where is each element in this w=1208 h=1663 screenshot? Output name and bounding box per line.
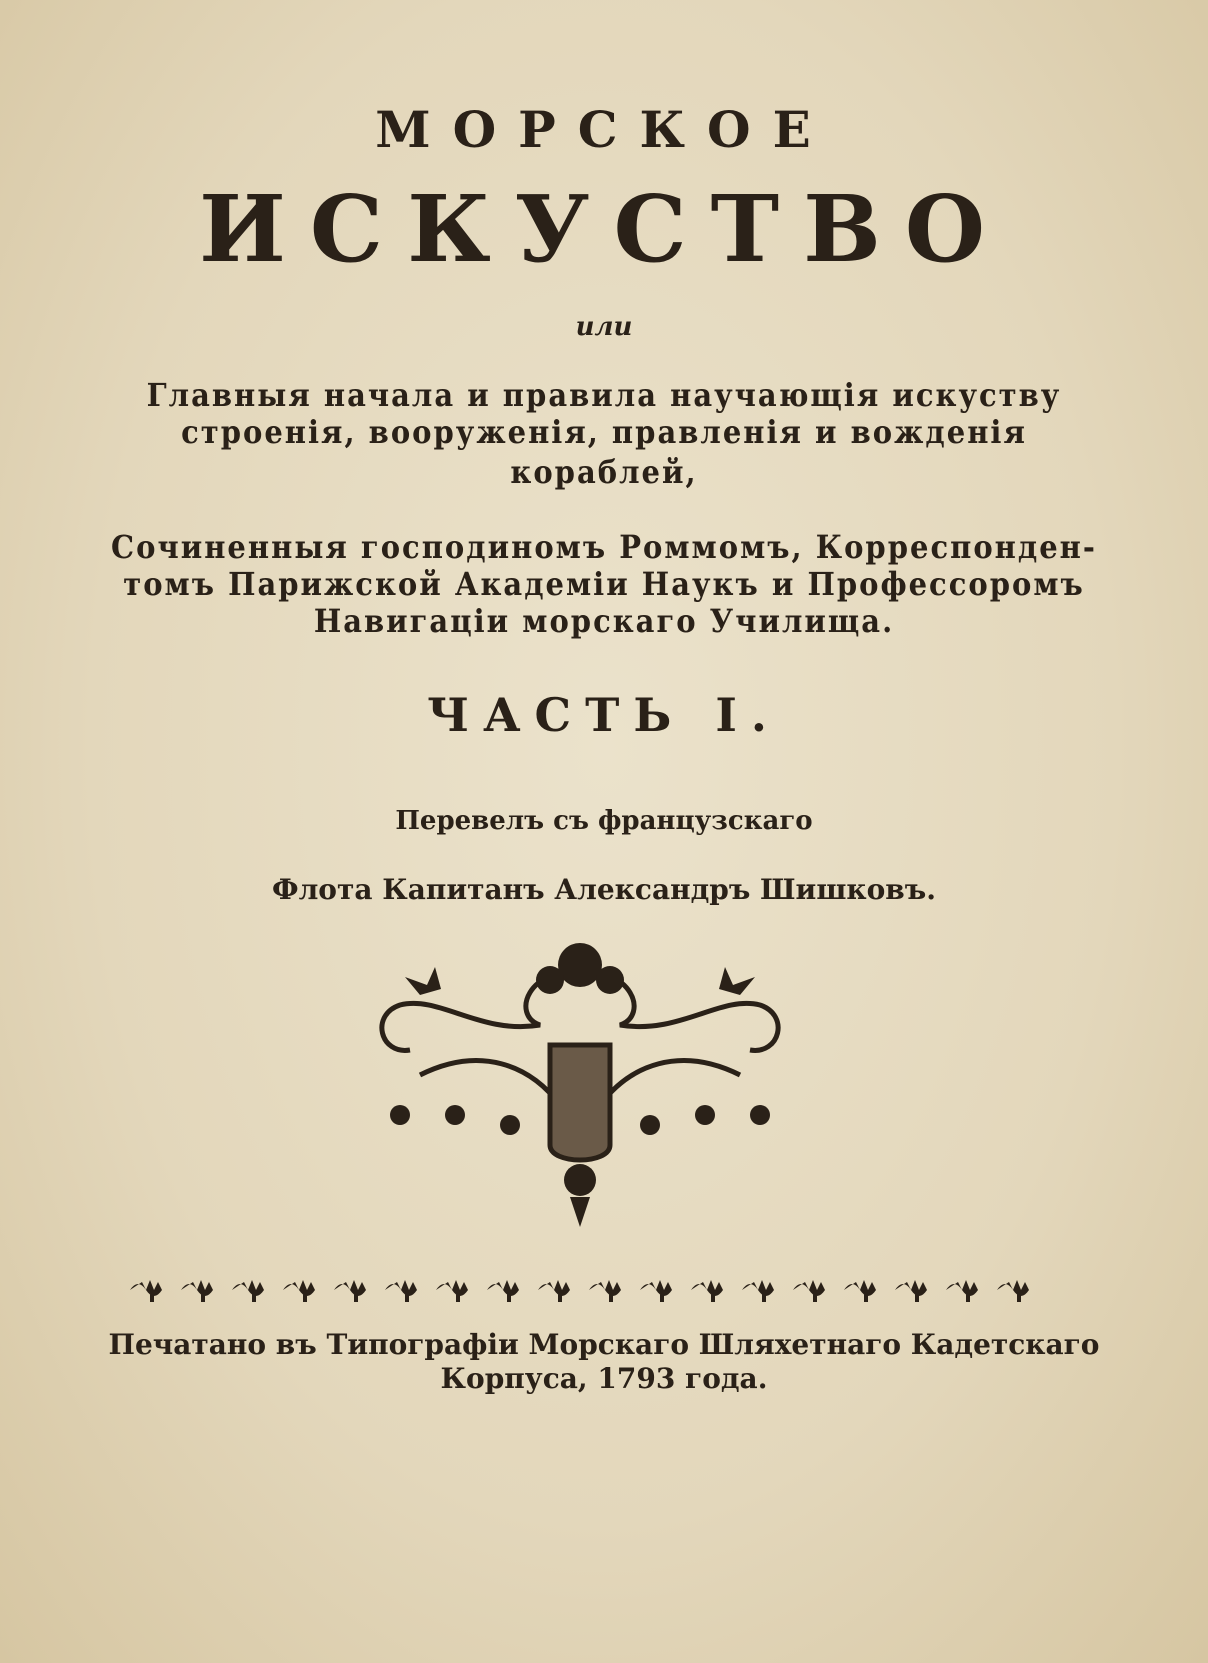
fleuron-icon (589, 1280, 621, 1302)
author-line: томъ Парижской Академіи Наукъ и Профессоромъ (123, 565, 1085, 603)
part-number: ЧАСТЬ I. (427, 688, 781, 742)
fleuron-icon (385, 1280, 417, 1302)
author-line: Сочиненныя господиномъ Роммомъ, Корреспонден- (111, 528, 1097, 566)
title-conjunction: или (575, 312, 633, 342)
imprint-line-1: Печатано въ Типографіи Морскаго Шляхетнаго Кадетскаго (108, 1328, 1100, 1361)
subtitle-line: строенія, вооруженія, правленія и вожденія (181, 413, 1027, 451)
title-line-2: ИСКУСТВО (198, 175, 1010, 283)
fleuron-icon (487, 1280, 519, 1302)
fleuron-icon (997, 1280, 1029, 1302)
translator-line-1: Перевелъ съ французскаго (395, 806, 813, 836)
author-line: Навигаціи морскаго Училища. (313, 602, 895, 640)
fleuron-icon (538, 1280, 570, 1302)
title-line-1: МОРСКОЕ (375, 100, 833, 159)
subtitle-line: Главныя начала и правила научающія искуству (146, 376, 1062, 414)
decorative-border-icon (115, 1275, 1050, 1305)
fleuron-icon (334, 1280, 366, 1302)
fleuron-icon (946, 1280, 978, 1302)
fleuron-icon (130, 1280, 162, 1302)
fleuron-icon (844, 1280, 876, 1302)
fleuron-icon (436, 1280, 468, 1302)
fleuron-icon (742, 1280, 774, 1302)
fleuron-icon (793, 1280, 825, 1302)
subtitle-line: кораблей, (510, 453, 698, 491)
fleuron-icon (283, 1280, 315, 1302)
translator-line-2: Флота Капитанъ Александръ Шишковъ. (272, 873, 936, 906)
fleuron-icon (691, 1280, 723, 1302)
fleuron-icon (232, 1280, 264, 1302)
fleuron-icon (640, 1280, 672, 1302)
vignette-ornament-icon (360, 935, 800, 1235)
imprint-line-2: Корпуса, 1793 года. (440, 1362, 768, 1395)
fleuron-icon (895, 1280, 927, 1302)
fleuron-icon (181, 1280, 213, 1302)
